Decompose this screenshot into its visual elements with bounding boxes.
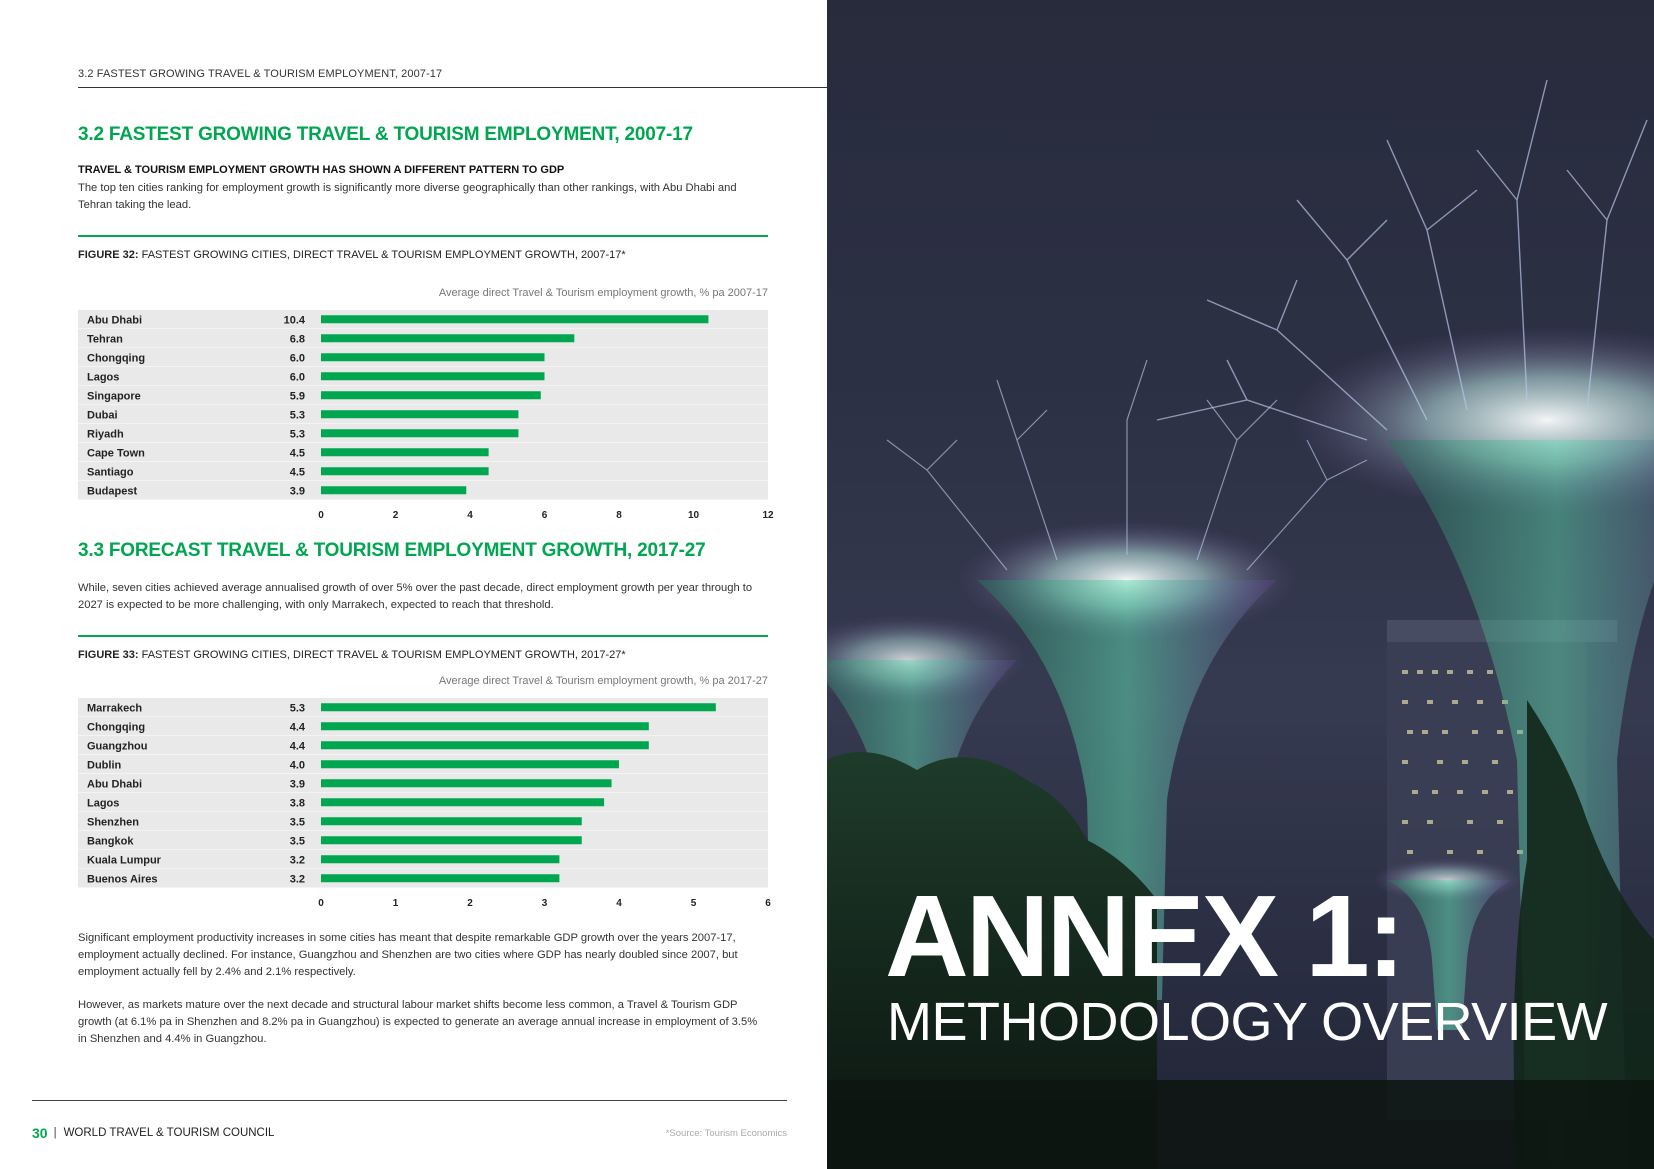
- figure-33-caption: [78, 649, 626, 661]
- value-label-chongqing: 6.0: [289, 352, 305, 365]
- x-tick-label: 5: [690, 898, 697, 909]
- category-label-dublin: Dublin: [87, 759, 122, 772]
- category-label-riyadh: Riyadh: [87, 428, 124, 441]
- footer-organization: WORLD TRAVEL & TOURISM COUNCIL: [63, 1127, 275, 1139]
- closing-paragraph-1: Significant employment productivity increases in some cities has meant that despite remarkable GDP growth over the years 2007-17, employment actually declined. For instance, Guangzhou and Shenzhen are two cities where GDP has nearly doubled since 2007, but employment actually fell by 2.4% and 2.1% respectively.: [78, 932, 738, 978]
- value-label-lagos: 3.8: [289, 797, 305, 810]
- value-label-abu-dhabi: 10.4: [283, 314, 305, 327]
- page-number: 30: [32, 1125, 48, 1141]
- figure-33-subtitle: Average direct Travel & Tourism employment growth, % pa 2017-27: [438, 675, 768, 687]
- section-32-subhead: TRAVEL & TOURISM EMPLOYMENT GROWTH HAS SHOWN A DIFFERENT PATTERN TO GDP: [78, 164, 565, 176]
- section-33-title: 3.3 FORECAST TRAVEL & TOURISM EMPLOYMENT GROWTH, 2017-27: [78, 540, 706, 561]
- figure-33-divider: [78, 635, 768, 637]
- category-label-chongqing: Chongqing: [87, 721, 146, 734]
- annex-subtitle: METHODOLOGY OVERVIEW: [887, 992, 1608, 1052]
- bar-singapore: [321, 391, 541, 399]
- closing-paragraph-2: However, as markets mature over the next decade and structural labour market shifts become less common, a Travel & Tourism GDP growth (at 6.1% pa in Shenzhen and 8.2% pa in Guangzhou) is expected to generate an average annual increase in employment of 3.5% in Shenzhen and 4.4% in Guangzhou.: [78, 999, 758, 1045]
- value-label-buenos-aires: 3.2: [289, 873, 305, 886]
- category-label-abu-dhabi: Abu Dhabi: [87, 778, 142, 791]
- x-tick-label: 12: [762, 510, 774, 521]
- category-label-kuala-lumpur: Kuala Lumpur: [87, 854, 161, 867]
- bar-lagos: [321, 372, 545, 380]
- value-label-riyadh: 5.3: [289, 428, 305, 441]
- bar-shenzhen: [321, 817, 582, 825]
- category-label-dubai: Dubai: [87, 409, 118, 422]
- bar-riyadh: [321, 429, 518, 437]
- x-tick-label: 2: [467, 898, 473, 909]
- value-label-dublin: 4.0: [289, 759, 305, 772]
- bar-guangzhou: [321, 741, 649, 749]
- figure-33-chart: [78, 675, 771, 920]
- section-32-title: 3.2 FASTEST GROWING TRAVEL & TOURISM EMPLOYMENT, 2007-17: [78, 124, 693, 145]
- value-label-singapore: 5.9: [289, 390, 305, 403]
- category-label-guangzhou: Guangzhou: [87, 740, 148, 753]
- value-label-santiago: 4.5: [289, 466, 305, 479]
- category-label-cape-town: Cape Town: [87, 447, 145, 460]
- bar-bangkok: [321, 836, 582, 844]
- x-tick-label: 6: [541, 510, 548, 521]
- value-label-abu-dhabi: 3.9: [289, 778, 305, 791]
- value-label-kuala-lumpur: 3.2: [289, 854, 305, 867]
- bar-cape-town: [321, 448, 489, 456]
- right-page-photo: [827, 0, 1654, 1169]
- x-tick-label: 6: [765, 898, 771, 909]
- footer-divider: [32, 1100, 787, 1101]
- bar-budapest: [321, 486, 466, 494]
- value-label-budapest: 3.9: [289, 485, 305, 498]
- section-32-body: The top ten cities ranking for employment growth is significantly more diverse geographically than other rankings, with Abu Dhabi and Tehran taking the lead.: [78, 182, 737, 211]
- bar-chongqing: [321, 353, 545, 361]
- figure-32-bar-chart: [78, 310, 774, 530]
- footer: [32, 1125, 274, 1141]
- figure-33-label: FIGURE 33:: [78, 649, 139, 661]
- category-label-abu-dhabi: Abu Dhabi: [87, 314, 142, 327]
- x-tick-label: 10: [687, 510, 700, 521]
- section-33-body: While, seven cities achieved average annualised growth of over 5% over the past decade, direct employment growth per year through to 2027 is expected to be more challenging, with only Marrakech, expected to reach that threshold.: [78, 582, 753, 611]
- bar-abu-dhabi: [321, 779, 612, 787]
- value-label-cape-town: 4.5: [289, 447, 305, 460]
- figure-32-subtitle: Average direct Travel & Tourism employment growth, % pa 2007-17: [438, 287, 768, 299]
- figure-32-caption-text: FASTEST GROWING CITIES, DIRECT TRAVEL & TOURISM EMPLOYMENT GROWTH, 2007-17*: [141, 249, 626, 261]
- x-tick-label: 0: [318, 898, 324, 909]
- bar-dublin: [321, 760, 619, 768]
- annex-title: ANNEX 1:: [885, 871, 1403, 1001]
- bar-dubai: [321, 410, 518, 418]
- figure-32-label: FIGURE 32:: [78, 249, 139, 261]
- x-tick-label: 2: [392, 510, 399, 521]
- value-label-dubai: 5.3: [289, 409, 305, 422]
- bar-buenos-aires: [321, 874, 559, 882]
- source-note: *Source: Tourism Economics: [665, 1128, 787, 1139]
- bar-marrakech: [321, 703, 716, 711]
- figure-32-divider: [78, 235, 768, 237]
- x-tick-label: 0: [318, 510, 324, 521]
- value-label-marrakech: 5.3: [289, 702, 305, 715]
- footer-separator: |: [53, 1127, 57, 1139]
- value-label-chongqing: 4.4: [289, 721, 305, 734]
- value-label-shenzhen: 3.5: [289, 816, 305, 829]
- value-label-lagos: 6.0: [289, 371, 305, 384]
- x-tick-label: 8: [616, 510, 622, 521]
- bar-lagos: [321, 798, 604, 806]
- category-label-santiago: Santiago: [87, 466, 134, 479]
- category-label-tehran: Tehran: [87, 333, 123, 346]
- x-tick-label: 1: [392, 898, 399, 909]
- x-tick-label: 4: [467, 510, 473, 521]
- header-divider: [78, 87, 827, 88]
- figure-33-caption-text: FASTEST GROWING CITIES, DIRECT TRAVEL & TOURISM EMPLOYMENT GROWTH, 2017-27*: [141, 649, 626, 661]
- category-label-marrakech: Marrakech: [87, 702, 143, 715]
- category-label-buenos-aires: Buenos Aires: [87, 873, 158, 886]
- running-header: 3.2 FASTEST GROWING TRAVEL & TOURISM EMPLOYMENT, 2007-17: [78, 68, 443, 80]
- figure-32-caption: [78, 249, 626, 261]
- category-label-lagos: Lagos: [87, 371, 120, 384]
- x-tick-label: 3: [541, 898, 548, 909]
- category-label-lagos: Lagos: [87, 797, 120, 810]
- bar-chongqing: [321, 722, 649, 730]
- x-tick-label: 4: [616, 898, 622, 909]
- category-label-bangkok: Bangkok: [87, 835, 134, 848]
- bar-tehran: [321, 334, 574, 342]
- value-label-tehran: 6.8: [289, 333, 305, 346]
- category-label-budapest: Budapest: [87, 485, 138, 498]
- category-label-singapore: Singapore: [87, 390, 141, 403]
- category-label-chongqing: Chongqing: [87, 352, 146, 365]
- bar-santiago: [321, 467, 489, 475]
- value-label-bangkok: 3.5: [289, 835, 305, 848]
- category-label-shenzhen: Shenzhen: [87, 816, 139, 829]
- figure-33-bar-chart: [78, 698, 771, 918]
- value-label-guangzhou: 4.4: [289, 740, 305, 753]
- bar-abu-dhabi: [321, 315, 708, 323]
- bar-kuala-lumpur: [321, 855, 559, 863]
- figure-32-chart: [78, 287, 774, 532]
